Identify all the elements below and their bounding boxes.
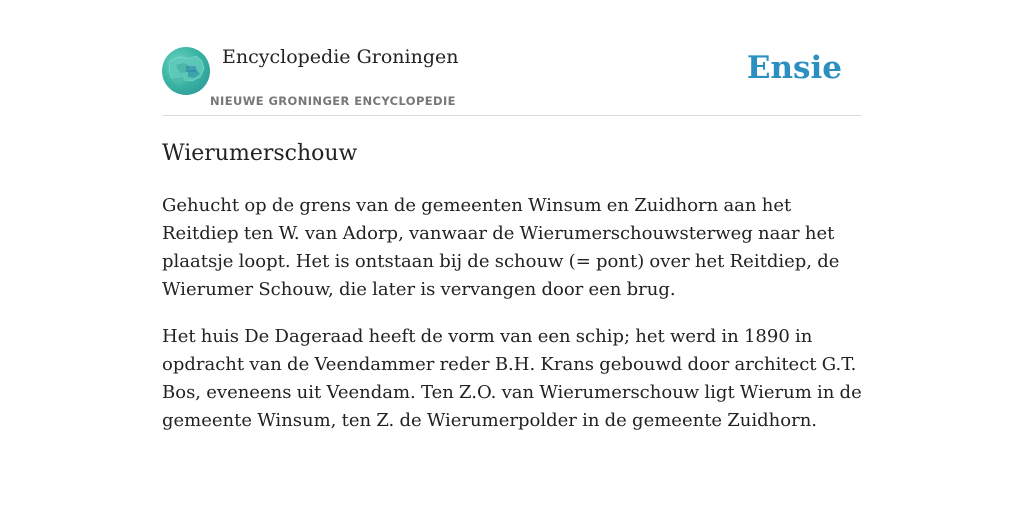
article-paragraph: Gehucht op de grens van de gemeenten Winsum en Zuidhorn aan het Reitdiep ten W. van Adorp, vanwaar de Wierumerschouwsterweg naar het plaatsje loopt. Het is ontstaan bij de schouw (= pont) over het Reitdiep, de Wierumer Schouw, die later is vervangen door een brug.	[162, 195, 840, 300]
site-header	[162, 44, 862, 116]
groningen-map-logo-icon[interactable]	[162, 47, 210, 95]
site-title[interactable]: Encyclopedie Groningen	[222, 46, 459, 68]
ensie-brand-link[interactable]: Ensie	[746, 50, 842, 86]
article-title: Wierumerschouw	[162, 141, 358, 166]
site-subtitle: NIEUWE GRONINGER ENCYCLOPEDIE	[210, 94, 456, 108]
article	[162, 138, 867, 435]
article-paragraph: Het huis De Dageraad heeft de vorm van een schip; het werd in 1890 in opdracht van de Veendammer reder B.H. Krans gebouwd door architect G.T. Bos, eveneens uit Veendam. Ten Z.O. van Wierumerschouw ligt Wierum in de gemeente Winsum, ten Z. de Wierumerpolder in de gemeente Zuidhorn.	[162, 326, 862, 431]
